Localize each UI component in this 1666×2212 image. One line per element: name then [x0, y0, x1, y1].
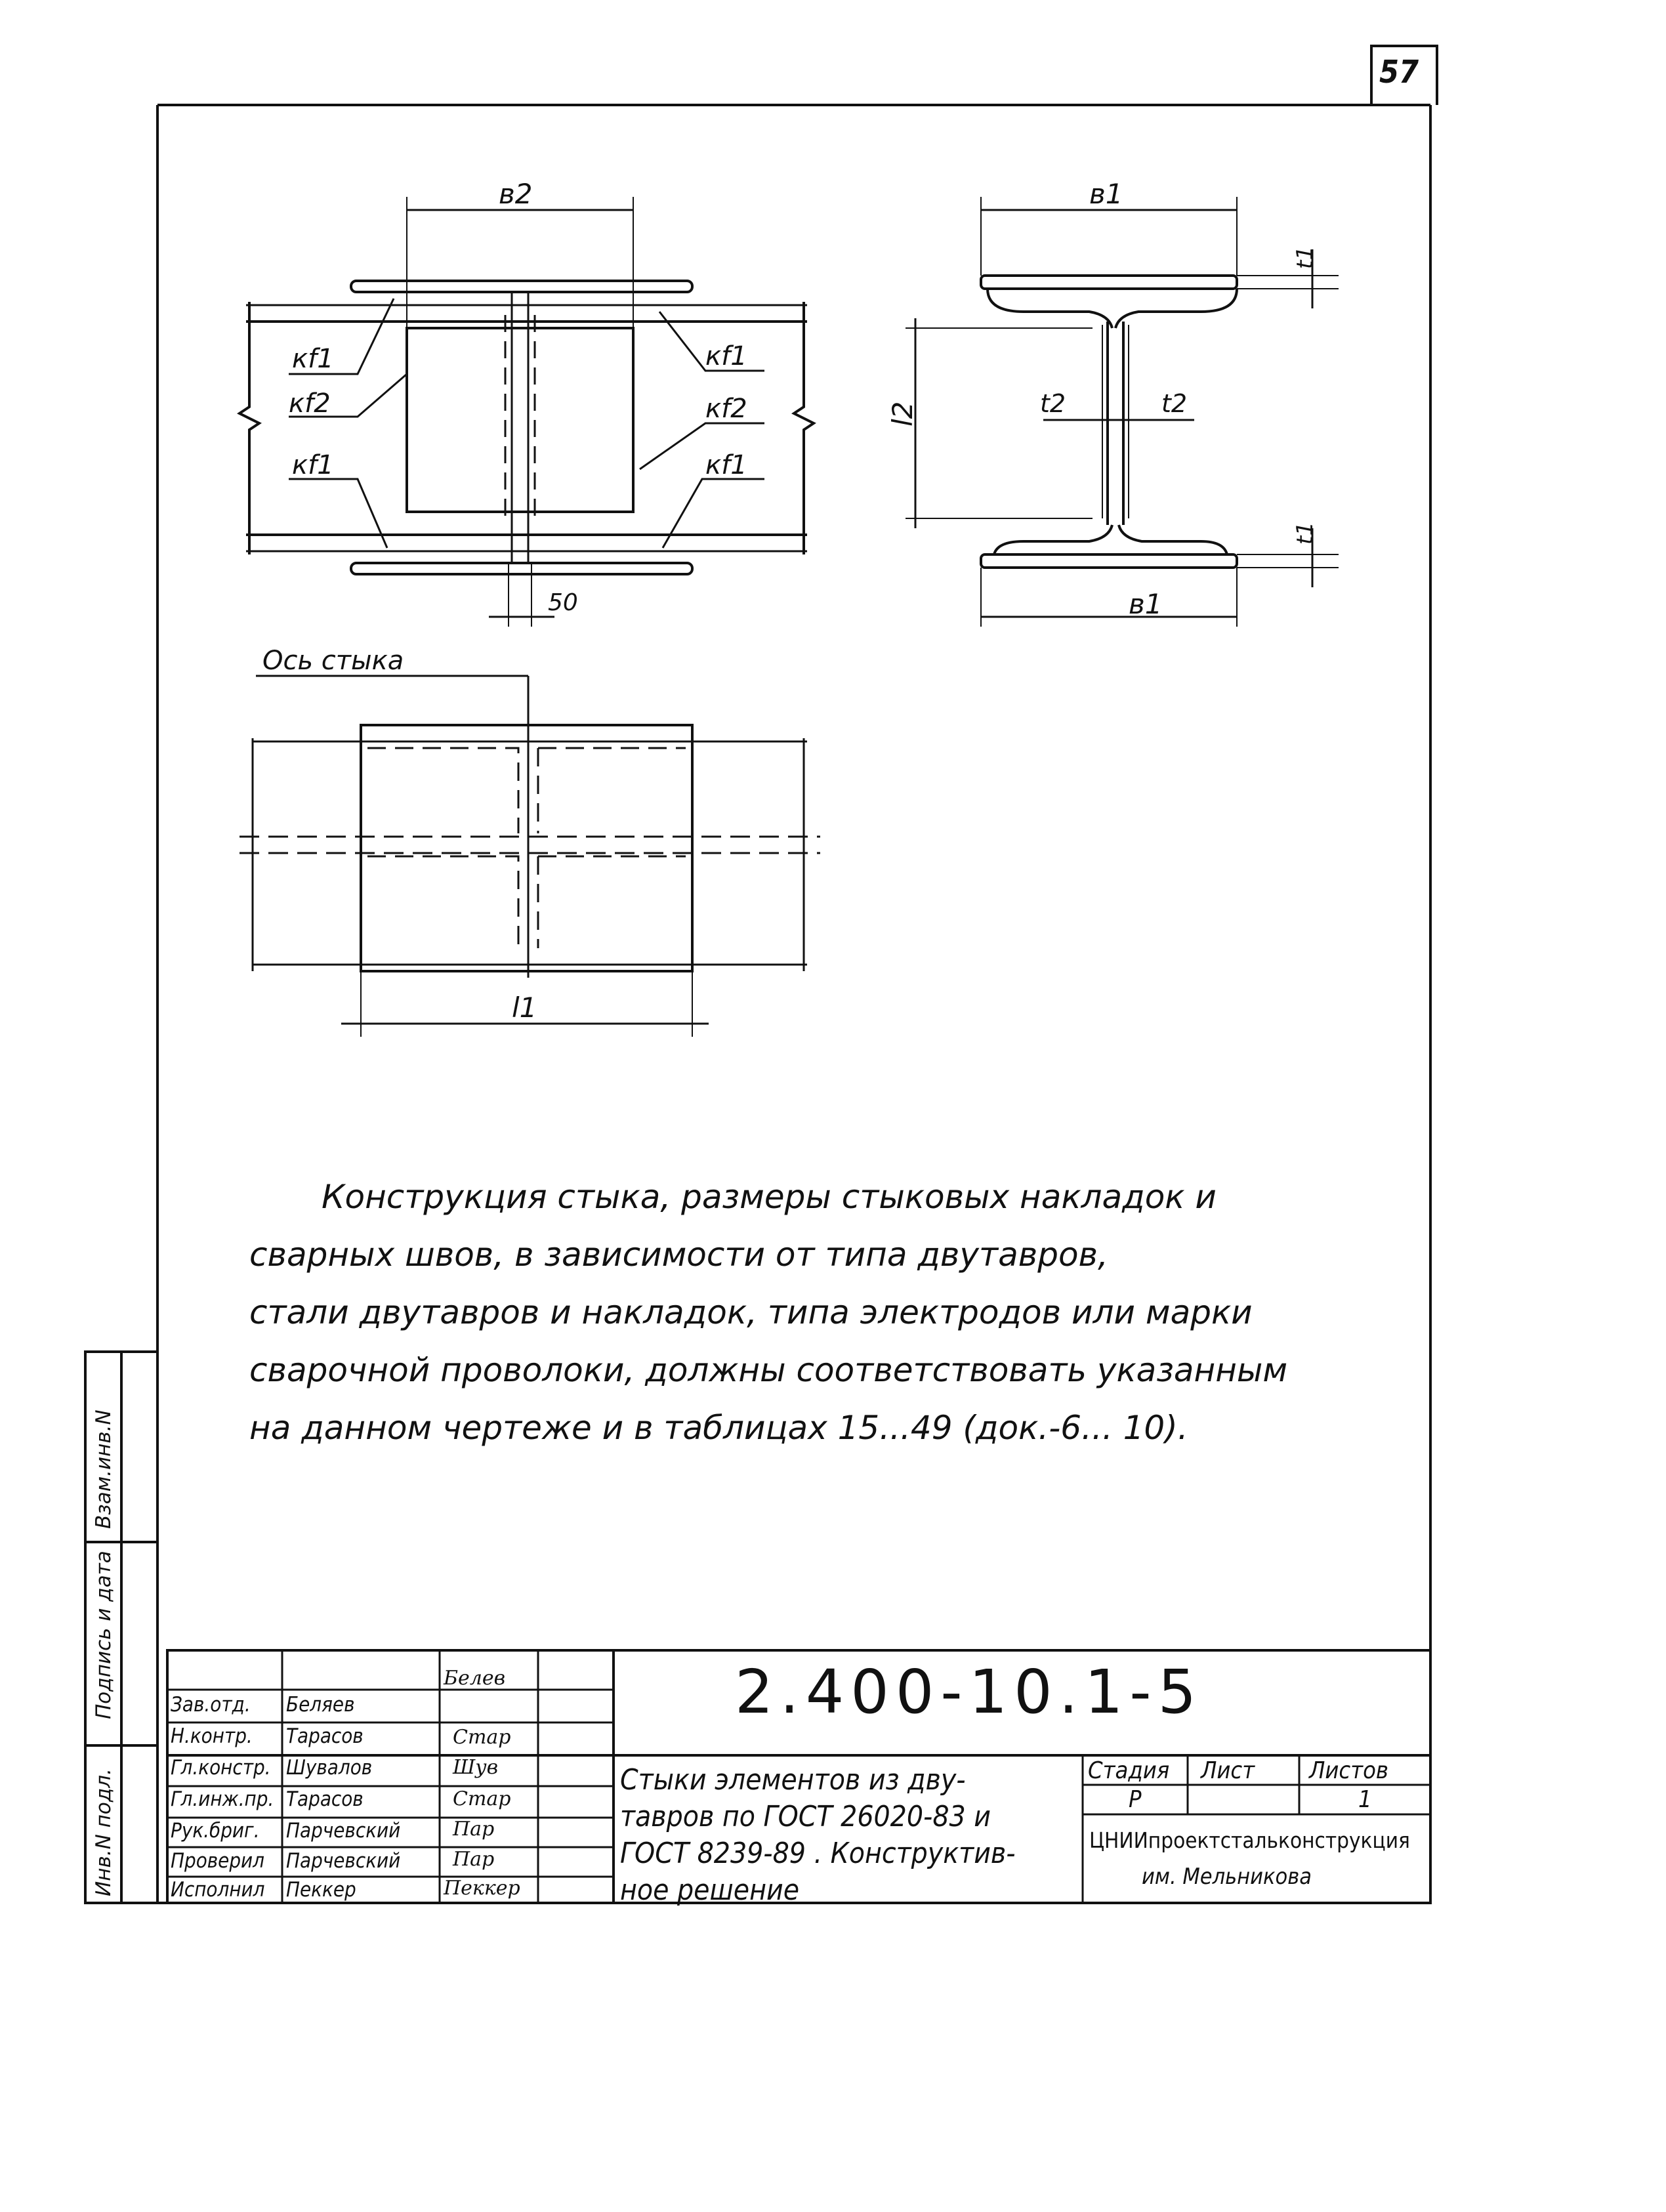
note-line: Конструкция стыка, размеры стыковых накладок и	[322, 1178, 1217, 1216]
weld-label-kf1-left-bottom: кf1	[292, 450, 334, 480]
staff-role: Исполнил	[171, 1878, 265, 1902]
side-view	[239, 676, 820, 1037]
staff-role: Зав.отд.	[171, 1693, 251, 1717]
document-code: 2.400-10.1-5	[735, 1657, 1203, 1727]
dim-b2-label: в2	[499, 178, 533, 210]
sidebar-label-replaced-inv: Взам.инв.N	[92, 1409, 115, 1529]
staff-signature: Белев	[444, 1667, 506, 1690]
page-number: 57	[1379, 54, 1419, 91]
dim-t2-left-label: t2	[1040, 389, 1066, 418]
staff-signature: Стар	[453, 1726, 511, 1749]
dim-l2-label: l2	[886, 401, 919, 427]
sidebar-label-signature-date: Подпись и дата	[92, 1551, 115, 1719]
staff-name: Парчевский	[286, 1849, 401, 1873]
staff-name: Тарасов	[286, 1787, 364, 1811]
drawing-title	[620, 1762, 1016, 1909]
joint-axis-label: Ось стыка	[262, 646, 404, 676]
dim-t1-bottom-label: t1	[1292, 522, 1318, 545]
organization-subname: им. Мельникова	[1142, 1864, 1312, 1890]
staff-role: Н.контр.	[171, 1724, 253, 1748]
dim-50-label: 50	[548, 589, 578, 616]
sheets-value: 1	[1358, 1786, 1372, 1813]
note-line: на данном чертеже и в таблицах 15...49 (док.-6... 10).	[249, 1409, 1188, 1447]
weld-label-kf1-left-top: кf1	[292, 344, 334, 374]
dim-b1-bottom-label: в1	[1129, 588, 1163, 620]
note-line: сварочной проволоки, должны соответствовать указанным	[249, 1351, 1288, 1389]
drawing-title-line: ГОСТ 8239-89 . Конструктив-	[620, 1837, 1016, 1870]
stage-value: Р	[1129, 1786, 1142, 1813]
drawing-title-line: тавров по ГОСТ 26020-83 и	[620, 1800, 991, 1833]
staff-role: Проверил	[171, 1849, 265, 1873]
weld-label-kf2-left: кf2	[289, 388, 331, 419]
note-line: сварных швов, в зависимости от типа двутавров,	[249, 1236, 1108, 1274]
drawing-title-line: ное решение	[620, 1873, 800, 1907]
staff-signature: Пар	[453, 1848, 495, 1871]
staff-name: Тарасов	[286, 1724, 364, 1748]
note-line: стали двутавров и накладок, типа электродов или марки	[249, 1293, 1253, 1331]
staff-name: Шувалов	[286, 1756, 373, 1780]
dim-b1-top-label: в1	[1089, 178, 1123, 210]
sheets-header: Листов	[1309, 1757, 1388, 1784]
weld-label-kf1-right-bottom: кf1	[705, 450, 747, 480]
organization-name: ЦНИИпроектстальконструкция	[1089, 1827, 1410, 1853]
staff-signature: Пар	[453, 1818, 495, 1841]
staff-name: Парчевский	[286, 1819, 401, 1843]
weld-label-kf2-right: кf2	[705, 394, 747, 424]
stage-header: Стадия	[1088, 1757, 1170, 1784]
staff-role: Рук.бриг.	[171, 1819, 260, 1843]
sheet-header: Лист	[1201, 1757, 1255, 1784]
weld-label-kf1-right-top: кf1	[705, 341, 747, 371]
staff-name: Беляев	[286, 1693, 355, 1717]
staff-role: Гл.констр.	[171, 1756, 271, 1780]
section-view	[906, 197, 1339, 627]
staff-signature: Шув	[453, 1756, 499, 1779]
sidebar-label-inv-original: Инв.N подл.	[92, 1768, 115, 1896]
construction-note	[249, 1168, 1378, 1457]
dim-t1-top-label: t1	[1292, 246, 1318, 269]
drawing-title-line: Стыки элементов из дву-	[620, 1763, 966, 1797]
dim-t2-right-label: t2	[1161, 389, 1188, 418]
staff-signature: Пеккер	[444, 1877, 520, 1900]
dim-l1-label: l1	[512, 991, 537, 1024]
staff-signature: Стар	[453, 1787, 511, 1810]
staff-name: Пеккер	[286, 1878, 356, 1902]
staff-role: Гл.инж.пр.	[171, 1787, 274, 1811]
